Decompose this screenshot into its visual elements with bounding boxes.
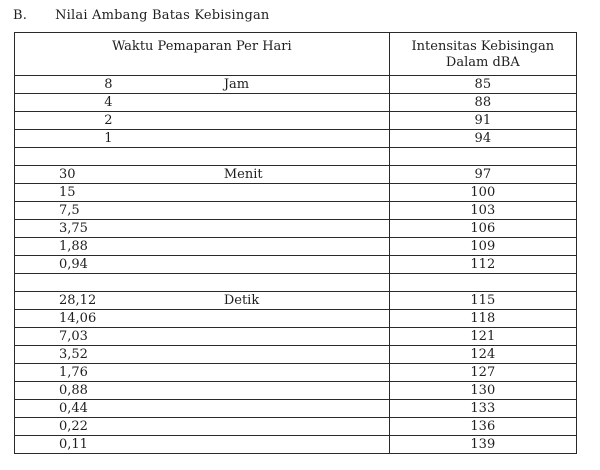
time-unit <box>202 202 389 220</box>
table-row <box>15 94 577 112</box>
table-row <box>15 292 577 310</box>
exposure-time: 15 <box>15 184 202 202</box>
time-unit: Menit <box>202 166 389 184</box>
table-body <box>15 76 577 454</box>
time-unit <box>202 382 389 400</box>
intensity-header: Intensitas Kebisingan Dalam dBA <box>389 33 576 76</box>
table-row <box>15 328 577 346</box>
noise-intensity: 97 <box>389 166 576 184</box>
section-heading <box>13 8 270 23</box>
table-header-row <box>15 33 577 76</box>
noise-intensity: 139 <box>389 436 576 454</box>
table-row <box>15 364 577 382</box>
time-unit <box>202 436 389 454</box>
table-row <box>15 436 577 454</box>
time-unit <box>202 130 389 148</box>
table-row <box>15 166 577 184</box>
noise-intensity: 106 <box>389 220 576 238</box>
exposure-time: 3,75 <box>15 220 202 238</box>
exposure-time: 3,52 <box>15 346 202 364</box>
exposure-time: 30 <box>15 166 202 184</box>
time-unit: Detik <box>202 292 389 310</box>
time-unit <box>202 310 389 328</box>
exposure-time: 14,06 <box>15 310 202 328</box>
exposure-time: 28,12 <box>15 292 202 310</box>
exposure-time: 2 <box>15 112 202 130</box>
noise-intensity: 121 <box>389 328 576 346</box>
noise-intensity: 100 <box>389 184 576 202</box>
group-spacer-row <box>15 148 577 166</box>
noise-intensity: 103 <box>389 202 576 220</box>
group-spacer-row <box>15 274 577 292</box>
exposure-time: 0,94 <box>15 256 202 274</box>
exposure-time: 1 <box>15 130 202 148</box>
exposure-time: 1,76 <box>15 364 202 382</box>
noise-intensity: 85 <box>389 76 576 94</box>
noise-intensity: 109 <box>389 238 576 256</box>
table-row <box>15 238 577 256</box>
noise-intensity: 130 <box>389 382 576 400</box>
exposure-time: 7,5 <box>15 202 202 220</box>
noise-intensity: 88 <box>389 94 576 112</box>
time-unit <box>202 94 389 112</box>
table-row <box>15 112 577 130</box>
section-title: Nilai Ambang Batas Kebisingan <box>55 8 270 23</box>
exposure-time: 7,03 <box>15 328 202 346</box>
duration-header: Waktu Pemaparan Per Hari <box>15 33 390 76</box>
exposure-time: 1,88 <box>15 238 202 256</box>
table-row <box>15 382 577 400</box>
time-unit <box>202 418 389 436</box>
time-unit <box>202 328 389 346</box>
noise-intensity: 127 <box>389 364 576 382</box>
noise-intensity: 94 <box>389 130 576 148</box>
time-unit <box>202 346 389 364</box>
noise-intensity: 136 <box>389 418 576 436</box>
exposure-time: 0,22 <box>15 418 202 436</box>
table-row <box>15 256 577 274</box>
time-unit <box>202 220 389 238</box>
exposure-time: 8 <box>15 76 202 94</box>
section-label: B. <box>13 8 28 23</box>
time-unit <box>202 256 389 274</box>
table-row <box>15 400 577 418</box>
noise-threshold-table <box>14 32 577 454</box>
table-row <box>15 130 577 148</box>
exposure-time: 0,11 <box>15 436 202 454</box>
noise-intensity: 91 <box>389 112 576 130</box>
table-row <box>15 76 577 94</box>
table-row <box>15 202 577 220</box>
time-unit <box>202 112 389 130</box>
table-row <box>15 184 577 202</box>
table-row <box>15 346 577 364</box>
time-unit <box>202 238 389 256</box>
noise-intensity: 115 <box>389 292 576 310</box>
noise-intensity: 112 <box>389 256 576 274</box>
time-unit <box>202 400 389 418</box>
exposure-time: 4 <box>15 94 202 112</box>
table-row <box>15 220 577 238</box>
exposure-time: 0,88 <box>15 382 202 400</box>
noise-intensity: 133 <box>389 400 576 418</box>
noise-intensity: 124 <box>389 346 576 364</box>
table-row <box>15 310 577 328</box>
time-unit <box>202 364 389 382</box>
time-unit <box>202 184 389 202</box>
exposure-time: 0,44 <box>15 400 202 418</box>
time-unit: Jam <box>202 76 389 94</box>
table-row <box>15 418 577 436</box>
noise-intensity: 118 <box>389 310 576 328</box>
